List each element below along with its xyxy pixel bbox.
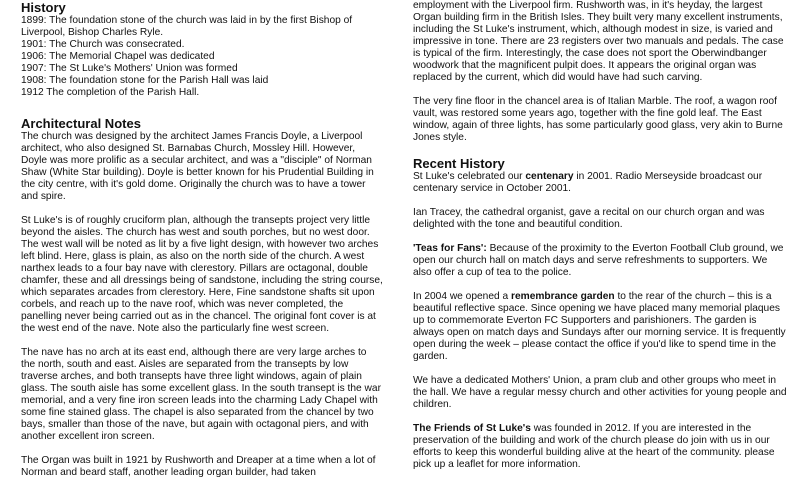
arch-paragraph-organ: The Organ was built in 1921 by Rushworth and Dreaper at a time when a lot of Norman and beard staff, another leading organ builder, had taken <box>21 455 376 478</box>
centenary-text-pre: St Luke's celebrated our <box>413 171 526 182</box>
history-item: 1899: The foundation stone of the church was laid in by the first Bishop of Liverpool, Bishop Charles Ryle. <box>21 15 353 38</box>
history-item: 1901: The Church was consecrated. <box>21 39 185 50</box>
history-list <box>21 15 383 99</box>
history-item: 1906: The Memorial Chapel was dedicated <box>21 51 215 62</box>
centenary-text-post: in 2001. Radio Merseyside broadcast our centenary service in October 2001. <box>413 171 763 194</box>
friends-paragraph <box>413 423 788 471</box>
right-column <box>413 0 788 483</box>
history-item: 1907: The St Luke's Mothers' Union was formed <box>21 63 238 74</box>
left-column <box>21 0 383 491</box>
organ-recital-paragraph: Ian Tracey, the cathedral organist, gave a recital on our church organ and was delighted with the tone and beautiful condition. <box>413 207 765 230</box>
architectural-notes-heading: Architectural Notes <box>21 116 141 131</box>
history-item: 1908: The foundation stone for the Parish Hall was laid <box>21 75 269 86</box>
centenary-paragraph <box>413 171 788 195</box>
arch-paragraph-architect: The church was designed by the architect James Francis Doyle, a Liverpool architect, who also designed St. Barnabas Church, Mossley Hill. However, Doyle was more prolific as a secular architect, and was a "disciple" of Norman Shaw (White Star building). Doyle is better known for his Prudential Building in the city centre, with it's gold dome. Originally the church was to have a tower and spire. <box>21 131 374 202</box>
remembrance-garden-paragraph <box>413 291 788 363</box>
arch-paragraph-nave: The nave has no arch at its east end, although there are very large arches to the north, south and east. Aisles are separated from the transepts by low traverse arches, and both transepts have three light windows, again of plain glass. The south aisle has some excellent glass. In the south transept is the war memorial, and a very fine iron screen leads into the charming Lady Chapel with some fine stained glass. The chapel is also separated from the chancel by two bays, smaller than those of the nave, but again with octagonal piers, and with another excellent iron screen. <box>21 347 381 442</box>
friends-text: was founded in 2012. If you are interested in the preservation of the building and work of the church please do join with us in our efforts to keep this wonderful building alive at the heart of the community. please pick up a leaflet for more information. <box>413 423 775 470</box>
organ-continued-paragraph: employment with the Liverpool firm. Rushworth was, in it's heyday, the largest Organ building firm in the British Isles. They built very many excellent instruments, including the St Luke's instrument, which, although modest in size, is varied and impressive in tone. There are 23 registers over two manuals and pedals. The case is typical of the firm. Interestingly, the case does not sport the Oberwindbanger woodwork that the magnificent pulpit does. It appears the original organ was replaced by the current, which did would have had such carving. <box>413 0 784 83</box>
friends-bold: The Friends of St Luke's <box>413 423 531 434</box>
mothers-union-paragraph: We have a dedicated Mothers' Union, a pram club and other groups who meet in the hall. We have a regular messy church and other activities for young people and children. <box>413 375 787 410</box>
teas-for-fans-text: Because of the proximity to the Everton Football Club ground, we open our church hall on match days and serve refreshments to supporters. We also offer a cup of tea to the police. <box>413 243 784 278</box>
garden-text-post: to the rear of the church – this is a beautiful reflective space. Since opening we have placed many memorial plaques up to commemorate Everton FC Supporters and parishioners. The garden is always open on match days and Sundays after our morning service. It is frequently open during the week – please contact the office if you'd like to spend time in the garden. <box>413 291 786 362</box>
history-heading: History <box>21 0 66 15</box>
teas-for-fans-bold: 'Teas for Fans': <box>413 243 487 254</box>
history-item: 1912 The completion of the Parish Hall. <box>21 87 200 98</box>
floor-paragraph: The very fine floor in the chancel area is of Italian Marble. The roof, a wagon roof vault, was restored some years ago, together with the fine gold leaf. The East window, again of three lights, has some particularly good glass, very akin to Burne Jones style. <box>413 96 783 143</box>
garden-text-pre: In 2004 we opened a <box>413 291 511 302</box>
teas-for-fans-paragraph <box>413 243 788 279</box>
arch-paragraph-plan: St Luke's is of roughly cruciform plan, although the transepts project very little beyond the aisles. The church has west and south porches, but no west door. The west wall will be noted as lit by a five light design, with however two arches left blind. Here, glass is plain, as also on the north side of the church. A west narthex leads to a four bay nave with clerestory. Pillars are octagonal, double chamfer, these and all dressings being of sandstone, including the string course, which separates arcades from clerestory. Here, Fine sandstone shafts sit upon corbels, and reach up to the nave roof, which was never completed, the panelling never being carried out as in the chancel. The original font cover is at the west end of the nave. Note also the particularly fine west screen. <box>21 215 383 334</box>
garden-bold: remembrance garden <box>511 291 615 302</box>
centenary-bold: centenary <box>525 171 574 182</box>
recent-history-heading: Recent History <box>413 156 505 171</box>
